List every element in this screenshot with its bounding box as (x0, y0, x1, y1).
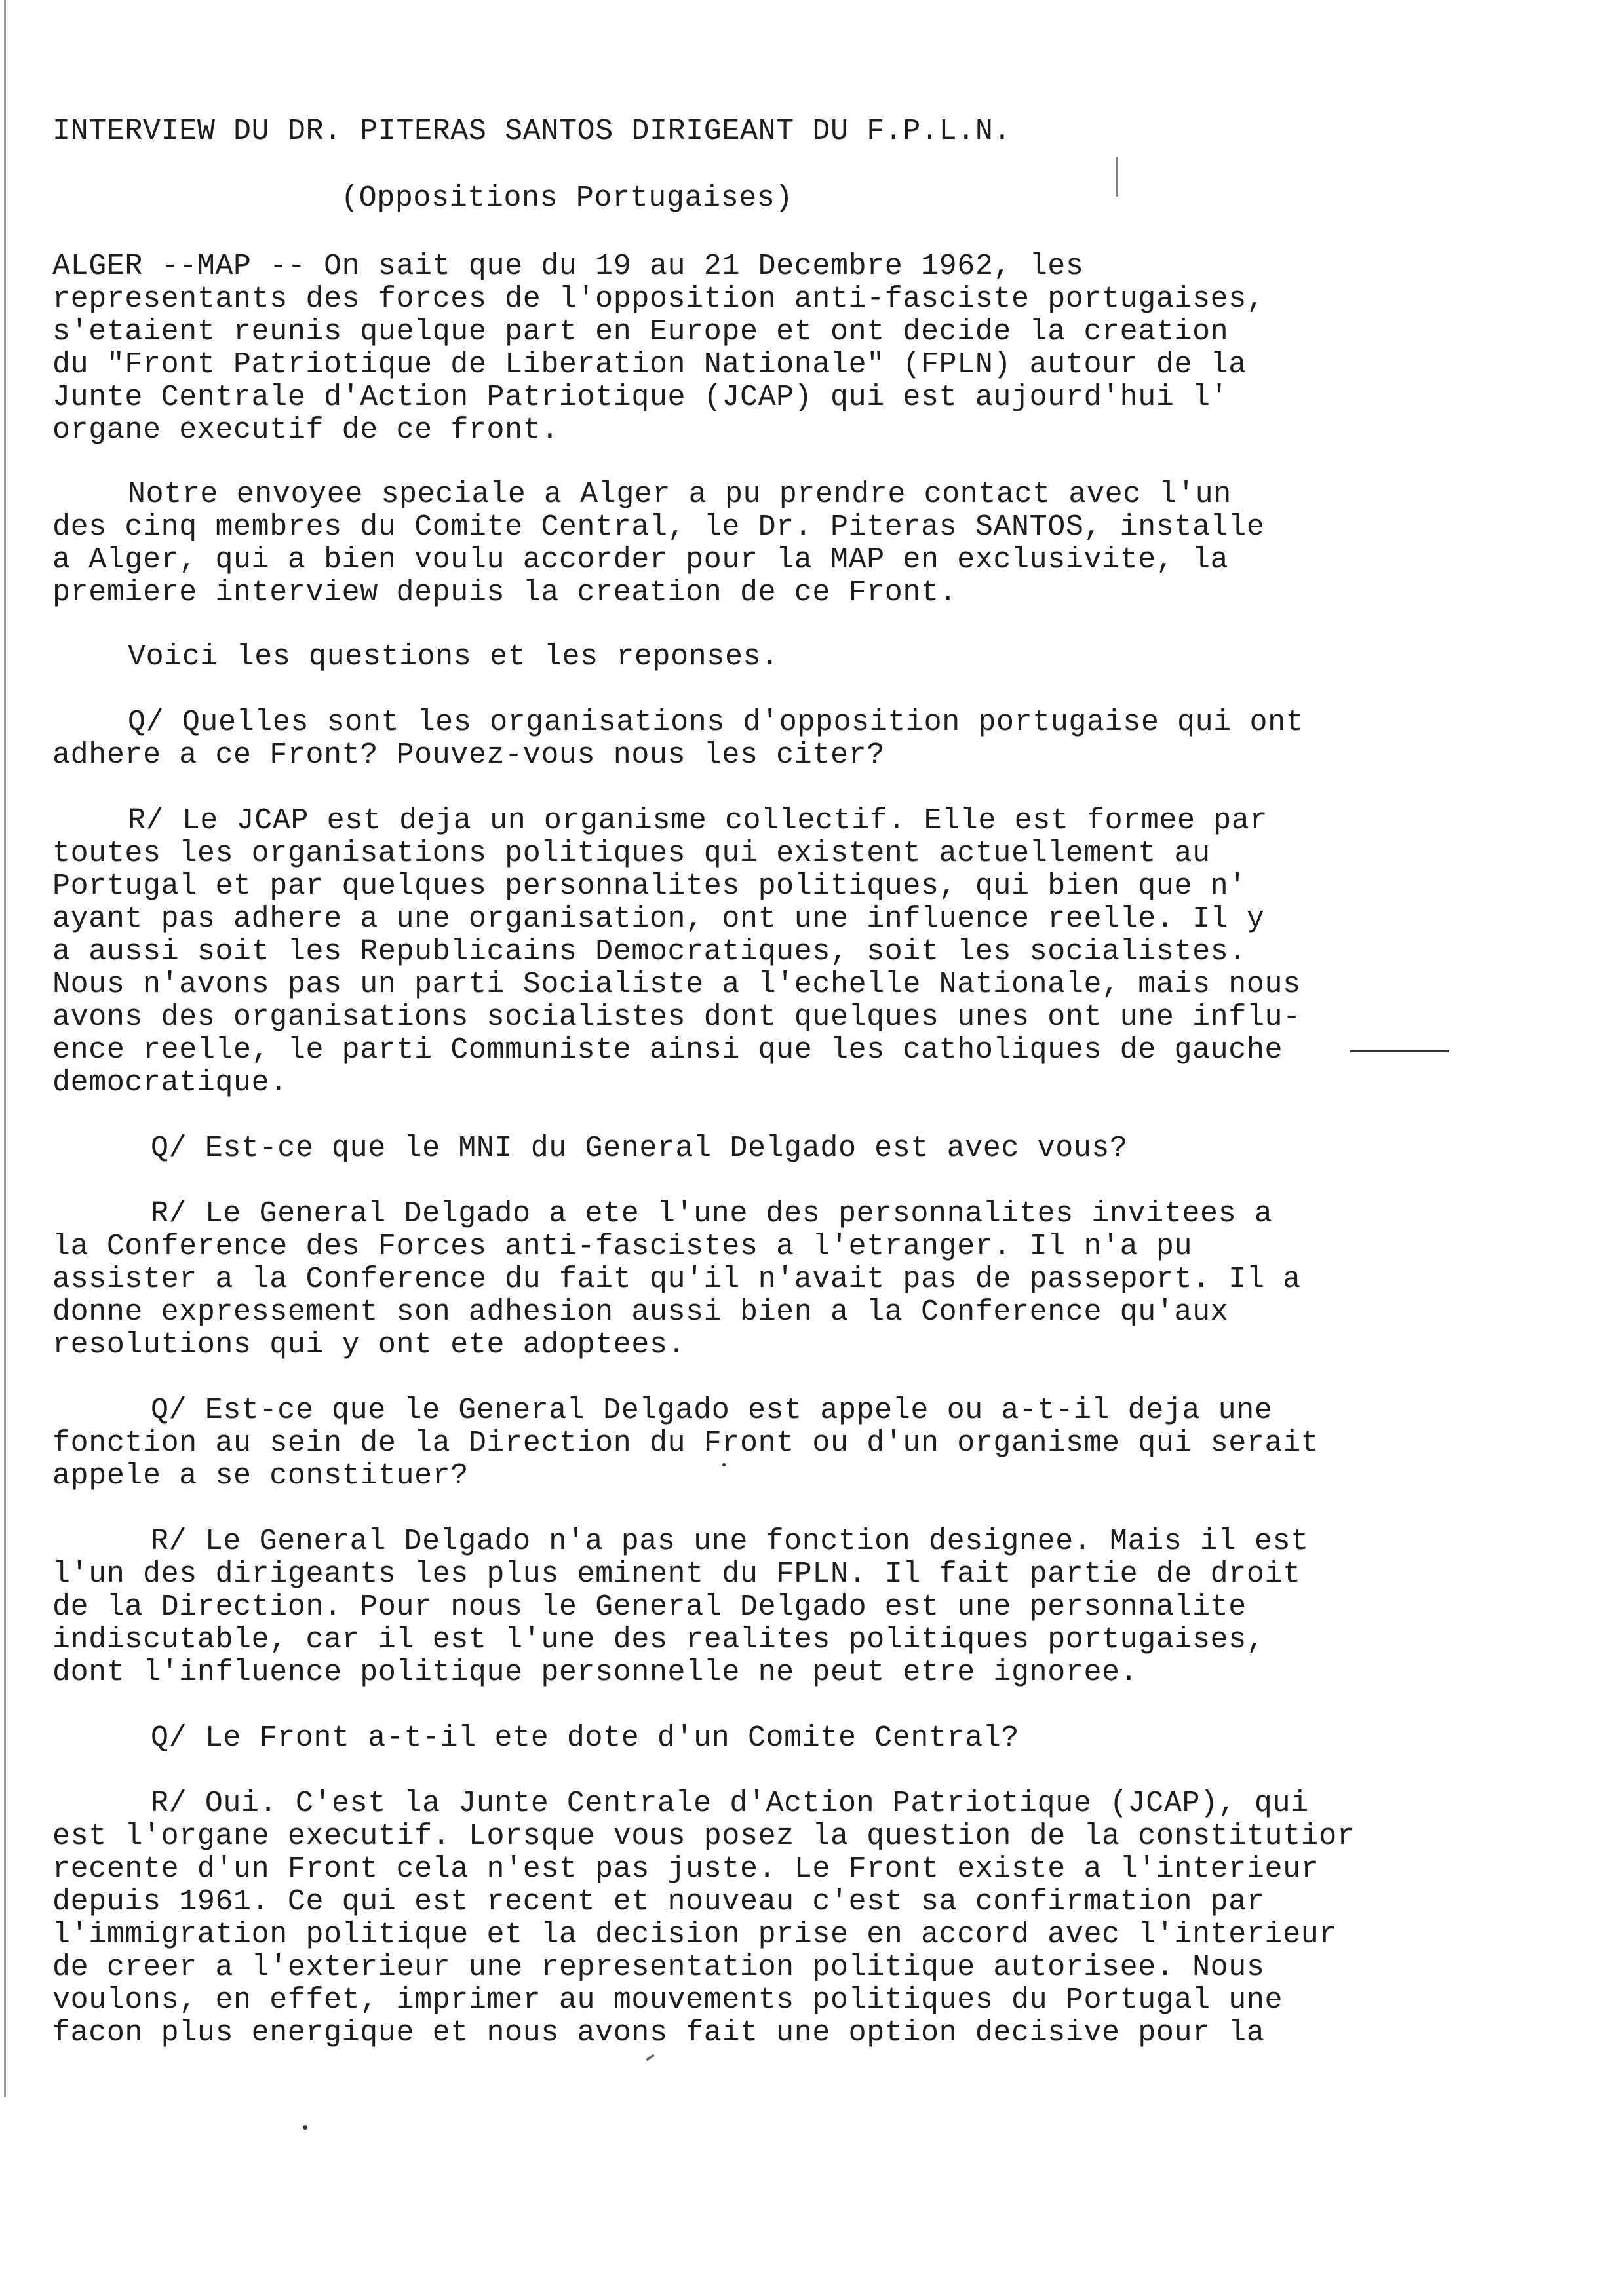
body-line: premiere interview depuis la creation de ce Front. (52, 576, 958, 609)
answer-line: l'immigration politique et la decision prise en accord avec l'interieur (52, 1918, 1337, 1951)
question-line: Q/ Est-ce que le General Delgado est appele ou a-t-il deja une (151, 1394, 1273, 1427)
intro-line: s'etaient reunis quelque part en Europe et ont decide la creation (52, 315, 1229, 349)
document-title: INTERVIEW DU DR. PITERAS SANTOS DIRIGEANT DU F.P.L.N. (52, 115, 1012, 148)
document-subtitle: (Oppositions Portugaises) (341, 182, 794, 215)
body-line: des cinq membres du Comite Central, le Dr. Piteras SANTOS, installe (52, 510, 1265, 544)
answer-line: est l'organe executif. Lorsque vous posez la question de la constitutior (52, 1820, 1355, 1853)
answer-line: R/ Le General Delgado n'a pas une fonction designee. Mais il est (151, 1525, 1309, 1558)
answer-line: resolutions qui y ont ete adoptees. (52, 1328, 686, 1362)
intro-line: organe executif de ce front. (52, 413, 559, 447)
answer-line: Portugal et par quelques personnalites politiques, qui bien que n' (52, 870, 1247, 903)
answer-line: assister a la Conference du fait qu'il n'avait pas de passeport. Il a (52, 1263, 1301, 1296)
scan-mark (646, 2054, 655, 2061)
answer-line: R/ Le General Delgado a ete l'une des personnalites invitees a (151, 1197, 1273, 1231)
answer-line: depuis 1961. Ce qui est recent et nouveau c'est sa confirmation par (52, 1885, 1265, 1919)
question-line: adhere a ce Front? Pouvez-vous nous les citer? (52, 738, 885, 772)
body-line: a Alger, qui a bien voulu accorder pour la MAP en exclusivite, la (52, 543, 1229, 577)
answer-line: recente d'un Front cela n'est pas juste. Le Front existe a l'interieur (52, 1852, 1319, 1886)
answer-line: toutes les organisations politiques qui existent actuellement au (52, 837, 1211, 870)
body-line: Notre envoyee speciale a Alger a pu prendre contact avec l'un (128, 478, 1232, 511)
question-line: Q/ Quelles sont les organisations d'opposition portugaise qui ont (128, 706, 1304, 739)
answer-line: ayant pas adhere a une organisation, ont une influence reelle. Il y (52, 902, 1265, 936)
intro-line: representants des forces de l'opposition anti-fasciste portugaises, (52, 282, 1265, 316)
answer-line: l'un des dirigeants les plus eminent du FPLN. Il fait partie de droit (52, 1558, 1301, 1591)
question-line: Q/ Est-ce que le MNI du General Delgado est avec vous? (151, 1132, 1128, 1165)
question-line: fonction au sein de la Direction du Front ou d'un organisme qui serait (52, 1426, 1319, 1460)
answer-line: dont l'influence politique personnelle ne peut etre ignoree. (52, 1656, 1138, 1689)
answer-line: indiscutable, car il est l'une des realites politiques portugaises, (52, 1623, 1265, 1656)
question-line: appele a se constituer? (52, 1459, 469, 1493)
scan-mark (722, 1463, 726, 1466)
answer-line: facon plus energique et nous avons fait une option decisive pour la (52, 2016, 1265, 2050)
answer-line: a aussi soit les Republicains Democratiques, soit les socialistes. (52, 935, 1247, 968)
page-edge-shadow (4, 0, 6, 2097)
intro-line: Junte Centrale d'Action Patriotique (JCAP) qui est aujourd'hui l' (52, 381, 1229, 414)
answer-line: voulons, en effet, imprimer au mouvements politiques du Portugal une (52, 1983, 1283, 2017)
answer-line: democratique. (52, 1066, 288, 1100)
answer-line: ence reelle, le parti Communiste ainsi que les catholiques de gauche (52, 1033, 1283, 1067)
strike-mark (1350, 1050, 1449, 1052)
answer-line: Nous n'avons pas un parti Socialiste a l'echelle Nationale, mais nous (52, 968, 1301, 1001)
answer-line: de creer a l'exterieur une representation politique autorisee. Nous (52, 1951, 1265, 1984)
answer-line: avons des organisations socialistes dont quelques unes ont une influ- (52, 1001, 1301, 1034)
answer-line: donne expressement son adhesion aussi bien a la Conference qu'aux (52, 1295, 1229, 1329)
intro-line: du "Front Patriotique de Liberation Nationale" (FPLN) autour de la (52, 348, 1247, 381)
answer-line: R/ Le JCAP est deja un organisme collectif. Elle est formee par (128, 804, 1268, 837)
answer-line: R/ Oui. C'est la Junte Centrale d'Action Patriotique (JCAP), qui (151, 1787, 1309, 1820)
body-line: Voici les questions et les reponses. (128, 640, 779, 674)
answer-line: de la Direction. Pour nous le General Delgado est une personnalite (52, 1590, 1247, 1624)
answer-line: la Conference des Forces anti-fascistes a l'etranger. Il n'a pu (52, 1230, 1193, 1263)
scan-mark (303, 2125, 307, 2130)
scan-mark (1116, 157, 1118, 197)
question-line: Q/ Le Front a-t-il ete dote d'un Comite Central? (151, 1721, 1020, 1755)
intro-line: ALGER --MAP -- On sait que du 19 au 21 Decembre 1962, les (52, 250, 1084, 283)
